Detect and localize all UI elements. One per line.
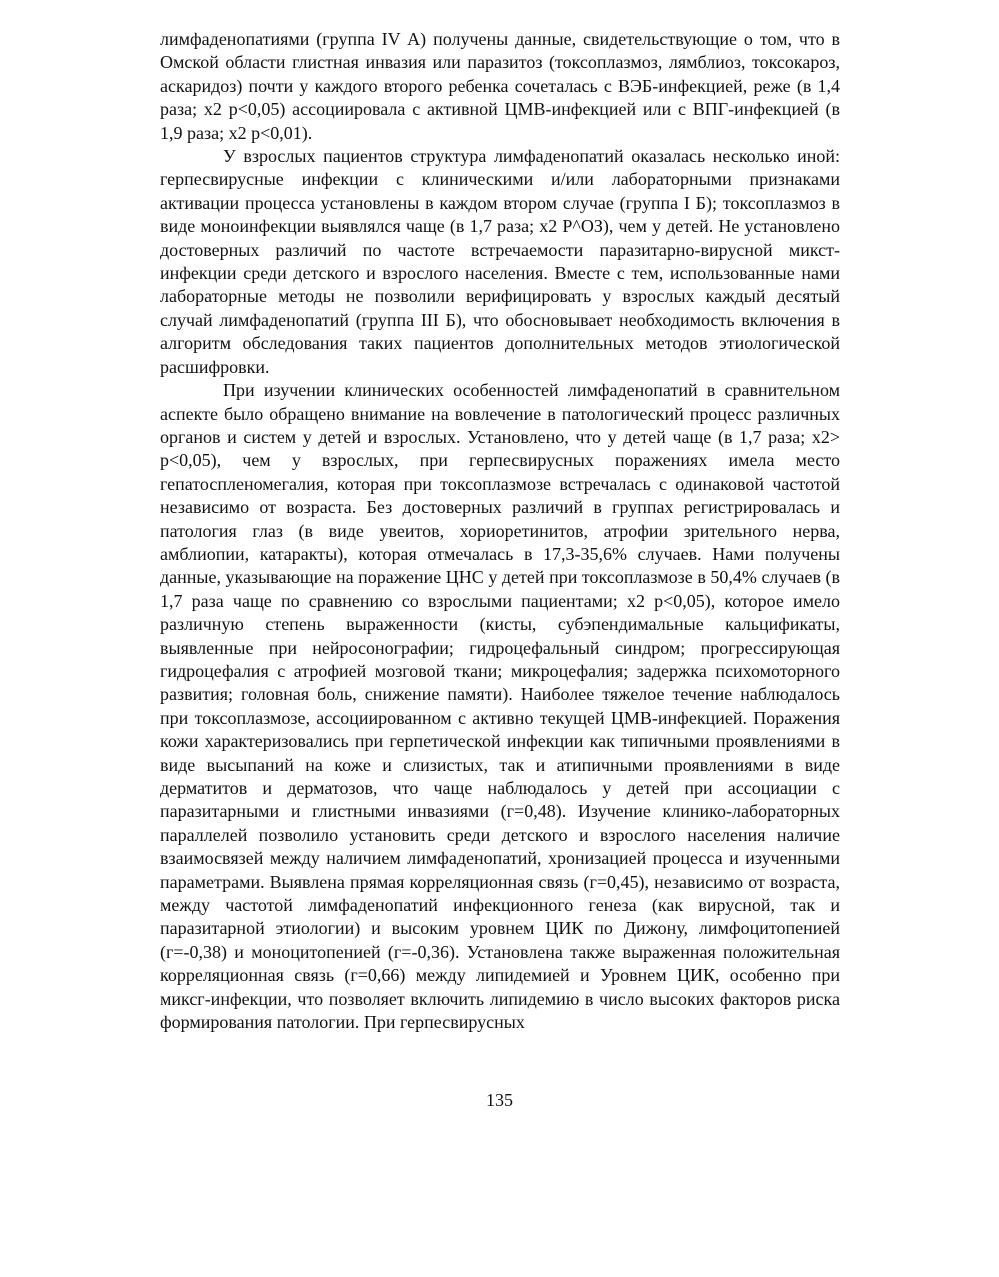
paragraph-3: При изучении клинических особенностей лимфаденопатий в сравнительном аспекте было обращено внимание на вовлечение в патологический процесс различных органов и систем у детей и взрослых. Установлено, что у детей чаще (в 1,7 раза; х2> р<0,05), чем у взрослых, при герпесвирусных поражениях имела место гепатоспленомегалия, которая при токсоплазмозе встречалась с одинаковой частотой независимо от возраста. Без достоверных различий в группах регистрировалась и патология глаз (в виде увеитов, хориоретинитов, атрофии зрительного нерва, амблиопии, катаракты), которая отмечалась в 17,3-35,6% случаев. Нами получены данные, указывающие на поражение ЦНС у детей при токсоплазмозе в 50,4% случаев (в 1,7 раза чаще по сравнению со взрослыми пациентами; х2 р<0,05), которое имело различную степень выраженности (кисты, субэпендимальные кальцификаты, выявленные при нейросонографии; гидроцефальный синдром; прогрессирующая гидроцефалия с атрофией мозговой ткани; микроцефалия; задержка психомоторного развития; головная боль, снижение памяти). Наиболее тяжелое течение наблюдалось при токсоплазмозе, ассоциированном с активно текущей ЦМВ-инфекцией. Поражения кожи характеризовались при герпетической инфекции как типичными проявлениями в виде высыпаний на коже и слизистых, так и атипичными проявлениями в виде дерматитов и дерматозов, что чаще наблюдалось у детей при ассоциации с паразитарными и глистными инвазиями (г=0,48). Изучение клинико-лабораторных параллелей позволило установить среди детского и взрослого населения наличие взаимосвязей между наличием лимфаденопатий, хронизацией процесса и изученными параметрами. Выявлена прямая корреляционная связь (г=0,45), независимо от возраста, между частотой лимфаденопатий инфекционного генеза (как вирусной, так и паразитарной этиологии) и высоким уровнем ЦИК по Дижону, лимфоцитопенией (г=-0,38) и моноцитопенией (г=-0,36). Установлена также выраженная положительная корреляционная связь (г=0,66) между липидемией и Уровнем ЦИК, особенно при миксг-инфекции, что позволяет включить липидемию в число высоких факторов риска формирования патологии. При герпесвирусных [160,380,840,1033]
page-number: 135 [486,1090,513,1110]
page-body [160,28,840,1034]
paragraph-1: лимфаденопатиями (группа IV А) получены данные, свидетельствующие о том, что в Омской области глистная инвазия или паразитоз (токсоплазмоз, лямблиоз, токсокароз, аскаридоз) почти у каждого второго ребенка сочеталась с ВЭБ-инфекцией, реже (в 1,4 раза; х2 р<0,05) ассоциировала с активной ЦМВ-инфекцией или с ВПГ-инфекцией (в 1,9 раза; х2 р<0,01). [160,29,840,143]
paragraph-2: У взрослых пациентов структура лимфаденопатий оказалась несколько иной: герпесвирусные инфекции с клиническими и/или лабораторными признаками активации процесса установлены в каждом втором случае (группа I Б); токсоплазмоз в виде моноинфекции выявлялся чаще (в 1,7 раза; х2 Р^ОЗ), чем у детей. Не установлено достоверных различий по частоте встречаемости паразитарно-вирусной микст-инфекции среди детского и взрослого населения. Вместе с тем, использованные нами лабораторные методы не позволили верифицировать у взрослых каждый десятый случай лимфаденопатий (группа III Б), что обосновывает необходимость включения в алгоритм обследования таких пациентов дополнительных методов этиологической расшифровки. [160,146,840,377]
